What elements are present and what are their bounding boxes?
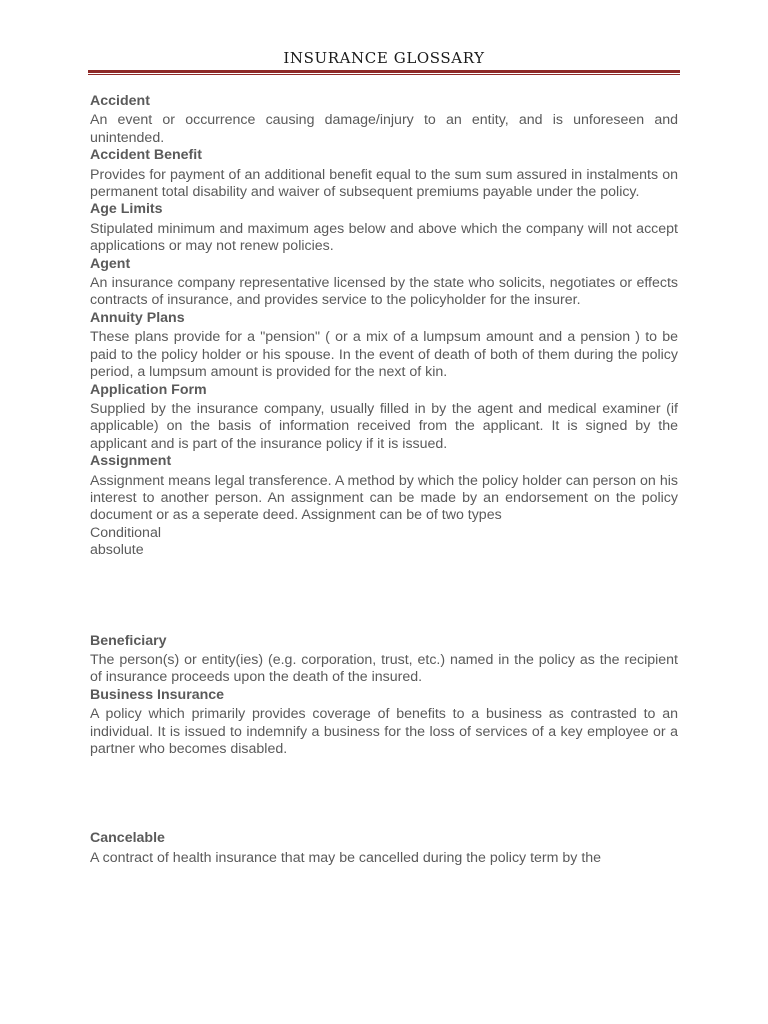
blank-spacer — [90, 758, 678, 830]
term-heading: Annuity Plans — [90, 309, 185, 326]
term-heading: Accident Benefit — [90, 147, 202, 164]
term-heading: Age Limits — [90, 201, 163, 218]
glossary-entry-assignment — [90, 453, 678, 559]
term-definition: Provides for payment of an additional benefit equal to the sum sum assured in instalments on permanent total disability and waiver of subsequent premiums payable under the policy. — [90, 166, 678, 201]
glossary-entry-age-limits — [90, 201, 678, 255]
glossary-entry-cancelable — [90, 830, 678, 867]
glossary-entry-application-form — [90, 382, 678, 454]
term-heading: Cancelable — [90, 830, 165, 847]
term-heading: Assignment — [90, 453, 172, 470]
glossary-content — [90, 93, 678, 867]
glossary-entry-accident-benefit — [90, 147, 678, 201]
term-definition: Supplied by the insurance company, usually filled in by the agent and medical examiner (if applicable) on the basis of information received from the applicant. It is signed by the applicant and is part of the insurance policy if it is issued. — [90, 400, 678, 452]
glossary-entry-beneficiary — [90, 633, 678, 687]
term-definition: Assignment means legal transference. A method by which the policy holder can person on his interest to another person. An assignment can be made by an endorsement on the policy document or as a seperate deed. Assignment can be of two types — [90, 472, 678, 524]
glossary-entry-business-insurance — [90, 687, 678, 759]
assignment-type-item: Conditional — [90, 524, 161, 541]
title-rule-thick-line — [88, 70, 680, 73]
term-heading: Agent — [90, 255, 131, 272]
term-heading: Application Form — [90, 381, 207, 398]
term-heading: Accident — [90, 93, 150, 109]
term-definition: These plans provide for a "pension" ( or a mix of a lumpsum amount and a pension ) to be paid to the policy holder or his spouse. In the event of death of both of them during the policy period, a lumpsum amount is provided for the next of kin. — [90, 329, 678, 381]
blank-spacer — [90, 560, 678, 633]
term-heading: Beneficiary — [90, 632, 167, 649]
title-underline-rule — [88, 70, 680, 76]
term-definition: Stipulated minimum and maximum ages below and above which the company will not accept applications or may not renew policies. — [90, 220, 678, 255]
term-definition: An insurance company representative licensed by the state who solicits, negotiates or effects contracts of insurance, and provides service to the policyholder for the insurer. — [90, 275, 678, 309]
glossary-entry-accident — [90, 93, 678, 147]
term-heading: Business Insurance — [90, 686, 225, 703]
term-definition: The person(s) or entity(ies) (e.g. corporation, trust, etc.) named in the policy as the recipient of insurance proceeds upon the death of the insured. — [90, 651, 678, 686]
title-rule-thin-line — [88, 74, 680, 75]
term-definition: A contract of health insurance that may be cancelled during the policy term by the — [90, 849, 602, 866]
glossary-entry-annuity-plans — [90, 310, 678, 382]
term-definition: A policy which primarily provides coverage of benefits to a business as contrasted to an individual. It is issued to indemnify a business for the loss of services of a key employee or a partner who becomes disabled. — [90, 706, 678, 757]
document-title: INSURANCE GLOSSARY — [283, 49, 485, 67]
glossary-entry-agent — [90, 256, 678, 310]
term-definition: An event or occurrence causing damage/injury to an entity, and is unforeseen and unintended. — [90, 112, 678, 146]
assignment-type-item: absolute — [90, 542, 144, 559]
